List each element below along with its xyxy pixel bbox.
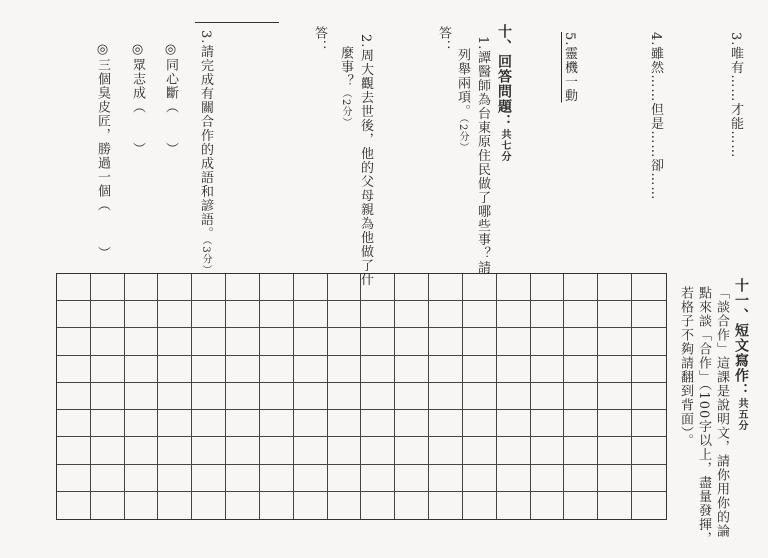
grid-cell[interactable] — [497, 328, 531, 355]
section-10-q3-points: （3分） — [200, 240, 211, 276]
grid-cell[interactable] — [395, 437, 429, 464]
grid-cell[interactable] — [294, 465, 328, 492]
section-10-q2-points: （2分） — [340, 88, 351, 129]
grid-cell[interactable] — [294, 301, 328, 328]
grid-cell[interactable] — [260, 492, 294, 519]
answer-label-q2: 答： — [312, 26, 327, 54]
grid-cell[interactable] — [328, 437, 362, 464]
grid-cell[interactable] — [57, 437, 91, 464]
grid-cell[interactable] — [158, 465, 192, 492]
grid-cell[interactable] — [361, 410, 395, 437]
grid-cell[interactable] — [497, 437, 531, 464]
grid-cell[interactable] — [57, 274, 91, 301]
grid-cell[interactable] — [497, 356, 531, 383]
grid-cell[interactable] — [361, 328, 395, 355]
section-10-q2-line2 — [338, 46, 352, 128]
grid-cell[interactable] — [57, 356, 91, 383]
grid-cell[interactable] — [395, 356, 429, 383]
grid-cell[interactable] — [294, 410, 328, 437]
section-11-heading — [734, 278, 748, 431]
question-3-sentence: 3.唯有……才能…… — [728, 32, 743, 159]
grid-cell[interactable] — [463, 410, 497, 437]
grid-cell[interactable] — [158, 328, 192, 355]
question-5-idiom: 5.靈機一動 — [562, 32, 577, 103]
grid-cell[interactable] — [463, 465, 497, 492]
grid-cell[interactable] — [632, 492, 666, 519]
grid-cell[interactable] — [57, 465, 91, 492]
grid-cell[interactable] — [328, 465, 362, 492]
grid-cell[interactable] — [192, 465, 226, 492]
grid-cell[interactable] — [158, 437, 192, 464]
grid-cell[interactable] — [564, 274, 598, 301]
grid-cell[interactable] — [429, 301, 463, 328]
grid-cell[interactable] — [395, 274, 429, 301]
grid-cell[interactable] — [463, 328, 497, 355]
grid-cell[interactable] — [226, 274, 260, 301]
grid-cell[interactable] — [294, 437, 328, 464]
grid-cell[interactable] — [328, 328, 362, 355]
grid-cell[interactable] — [632, 274, 666, 301]
grid-cell[interactable] — [598, 301, 632, 328]
grid-cell[interactable] — [226, 410, 260, 437]
section-10-q1-line2 — [455, 48, 469, 153]
grid-cell[interactable] — [91, 410, 125, 437]
grid-cell[interactable] — [260, 274, 294, 301]
grid-cell[interactable] — [598, 383, 632, 410]
grid-cell[interactable] — [497, 383, 531, 410]
writing-grid[interactable] — [56, 273, 667, 520]
grid-cell[interactable] — [632, 410, 666, 437]
question-4-sentence: 4.雖然……但是……卻…… — [648, 32, 663, 201]
section-10-q3-text: 3.請完成有關合作的成語和諺語。 — [198, 30, 213, 241]
grid-cell[interactable] — [91, 274, 125, 301]
grid-cell[interactable] — [226, 301, 260, 328]
grid-cell[interactable] — [260, 301, 294, 328]
grid-cell[interactable] — [598, 410, 632, 437]
grid-cell[interactable] — [564, 383, 598, 410]
grid-cell[interactable] — [395, 465, 429, 492]
top-rule — [195, 22, 279, 23]
grid-cell[interactable] — [429, 465, 463, 492]
grid-cell[interactable] — [158, 356, 192, 383]
grid-cell[interactable] — [192, 492, 226, 519]
grid-cell[interactable] — [395, 410, 429, 437]
grid-cell[interactable] — [429, 274, 463, 301]
grid-cell[interactable] — [598, 274, 632, 301]
grid-cell[interactable] — [463, 437, 497, 464]
grid-cell[interactable] — [260, 465, 294, 492]
idiom-2: ◎眾志成（ ） — [130, 42, 145, 156]
grid-cell[interactable] — [328, 356, 362, 383]
grid-cell[interactable] — [531, 328, 565, 355]
section-10-q1-points: （2分） — [457, 118, 468, 154]
grid-cell[interactable] — [361, 492, 395, 519]
grid-cell[interactable] — [192, 383, 226, 410]
grid-cell[interactable] — [632, 437, 666, 464]
grid-cell[interactable] — [564, 437, 598, 464]
idiom-3: ◎三個臭皮匠，勝過一個（ — [95, 42, 110, 212]
grid-cell[interactable] — [429, 410, 463, 437]
grid-cell[interactable] — [361, 465, 395, 492]
grid-cell[interactable] — [294, 328, 328, 355]
grid-cell[interactable] — [158, 383, 192, 410]
section-10-heading — [497, 24, 511, 162]
grid-cell[interactable] — [91, 437, 125, 464]
grid-cell[interactable] — [395, 492, 429, 519]
grid-cell[interactable] — [328, 301, 362, 328]
grid-cell[interactable] — [91, 383, 125, 410]
section-11-line2: 點來談「合作」（100字以上，盡量發揮， — [696, 286, 711, 546]
grid-cell[interactable] — [91, 465, 125, 492]
idiom-1: ◎同心斷（ ） — [163, 42, 178, 156]
grid-cell[interactable] — [463, 492, 497, 519]
grid-cell[interactable] — [158, 410, 192, 437]
grid-cell[interactable] — [395, 301, 429, 328]
grid-cell[interactable] — [429, 328, 463, 355]
grid-cell[interactable] — [226, 465, 260, 492]
grid-cell[interactable] — [429, 492, 463, 519]
grid-cell[interactable] — [497, 492, 531, 519]
grid-cell[interactable] — [497, 410, 531, 437]
grid-cell[interactable] — [158, 274, 192, 301]
section-11-line1: 「談合作」這課是說明文，請你用你的論 — [714, 286, 729, 538]
grid-cell[interactable] — [497, 274, 531, 301]
grid-cell[interactable] — [361, 383, 395, 410]
grid-cell[interactable] — [158, 301, 192, 328]
grid-cell[interactable] — [531, 356, 565, 383]
grid-cell[interactable] — [192, 274, 226, 301]
grid-cell[interactable] — [531, 274, 565, 301]
grid-cell[interactable] — [57, 492, 91, 519]
grid-cell[interactable] — [226, 492, 260, 519]
grid-cell[interactable] — [192, 328, 226, 355]
grid-cell[interactable] — [294, 492, 328, 519]
section-11-points: 共五分 — [736, 398, 747, 431]
grid-cell[interactable] — [564, 465, 598, 492]
grid-cell[interactable] — [632, 328, 666, 355]
grid-cell[interactable] — [260, 356, 294, 383]
section-11-line3: 若格子不夠請翻到背面）。 — [678, 286, 693, 448]
grid-cell[interactable] — [463, 274, 497, 301]
grid-cell[interactable] — [564, 328, 598, 355]
grid-cell[interactable] — [125, 328, 159, 355]
grid-cell[interactable] — [598, 465, 632, 492]
grid-cell[interactable] — [57, 410, 91, 437]
grid-cell[interactable] — [57, 328, 91, 355]
grid-cell[interactable] — [632, 301, 666, 328]
grid-cell[interactable] — [91, 492, 125, 519]
grid-cell[interactable] — [192, 356, 226, 383]
grid-cell[interactable] — [463, 383, 497, 410]
grid-cell[interactable] — [564, 356, 598, 383]
grid-cell[interactable] — [531, 301, 565, 328]
grid-cell[interactable] — [328, 383, 362, 410]
grid-cell[interactable] — [429, 356, 463, 383]
grid-cell[interactable] — [463, 356, 497, 383]
grid-cell[interactable] — [564, 301, 598, 328]
grid-cell[interactable] — [632, 465, 666, 492]
grid-cell[interactable] — [598, 492, 632, 519]
grid-cell[interactable] — [192, 301, 226, 328]
grid-cell[interactable] — [632, 356, 666, 383]
grid-cell[interactable] — [57, 383, 91, 410]
grid-cell[interactable] — [463, 301, 497, 328]
grid-cell[interactable] — [158, 492, 192, 519]
section-10-q2-line1: 2.周大觀去世後，他的父母親為他做了什 — [358, 34, 373, 287]
grid-cell[interactable] — [91, 301, 125, 328]
grid-cell[interactable] — [361, 356, 395, 383]
grid-cell[interactable] — [361, 274, 395, 301]
grid-cell[interactable] — [361, 301, 395, 328]
grid-cell[interactable] — [531, 383, 565, 410]
grid-cell[interactable] — [531, 492, 565, 519]
grid-cell[interactable] — [429, 437, 463, 464]
grid-cell[interactable] — [260, 437, 294, 464]
grid-cell[interactable] — [294, 356, 328, 383]
grid-cell[interactable] — [328, 492, 362, 519]
grid-cell[interactable] — [226, 383, 260, 410]
grid-cell[interactable] — [91, 328, 125, 355]
grid-cell[interactable] — [328, 410, 362, 437]
grid-cell[interactable] — [226, 356, 260, 383]
grid-cell[interactable] — [226, 328, 260, 355]
section-10-q3-line — [198, 30, 212, 276]
grid-cell[interactable] — [564, 492, 598, 519]
grid-cell[interactable] — [125, 383, 159, 410]
section-10-q1-text: 列舉兩項。 — [455, 48, 470, 118]
grid-cell[interactable] — [598, 356, 632, 383]
grid-cell[interactable] — [260, 383, 294, 410]
grid-cell[interactable] — [125, 274, 159, 301]
grid-cell[interactable] — [125, 437, 159, 464]
grid-cell[interactable] — [531, 465, 565, 492]
idiom-3-close: ） — [95, 246, 110, 260]
grid-cell[interactable] — [395, 383, 429, 410]
grid-cell[interactable] — [598, 328, 632, 355]
grid-cell[interactable] — [294, 383, 328, 410]
grid-cell[interactable] — [57, 301, 91, 328]
grid-cell[interactable] — [361, 437, 395, 464]
grid-cell[interactable] — [192, 437, 226, 464]
grid-cell[interactable] — [564, 410, 598, 437]
grid-cell[interactable] — [497, 301, 531, 328]
grid-cell[interactable] — [125, 465, 159, 492]
answer-label-q1: 答： — [436, 26, 451, 54]
grid-cell[interactable] — [395, 328, 429, 355]
section-10-points: 共七分 — [499, 129, 510, 162]
grid-cell[interactable] — [260, 328, 294, 355]
grid-cell[interactable] — [125, 301, 159, 328]
grid-cell[interactable] — [125, 492, 159, 519]
section-10-q1-line1: 1.譚醫師為台東原住民做了哪些事？請 — [475, 36, 490, 275]
grid-cell[interactable] — [125, 410, 159, 437]
grid-cell[interactable] — [429, 383, 463, 410]
grid-cell[interactable] — [294, 274, 328, 301]
grid-cell[interactable] — [226, 437, 260, 464]
section-10-q2-text: 麼事？ — [338, 46, 353, 88]
grid-cell[interactable] — [328, 274, 362, 301]
grid-cell[interactable] — [598, 437, 632, 464]
section-11-title: 十一、短文寫作： — [733, 278, 749, 398]
grid-cell[interactable] — [497, 465, 531, 492]
grid-cell[interactable] — [192, 410, 226, 437]
grid-cell[interactable] — [260, 410, 294, 437]
grid-cell[interactable] — [125, 356, 159, 383]
grid-cell[interactable] — [91, 356, 125, 383]
grid-cell[interactable] — [531, 437, 565, 464]
grid-cell[interactable] — [531, 410, 565, 437]
section-10-title: 十、回答問題： — [496, 24, 512, 129]
grid-cell[interactable] — [632, 383, 666, 410]
